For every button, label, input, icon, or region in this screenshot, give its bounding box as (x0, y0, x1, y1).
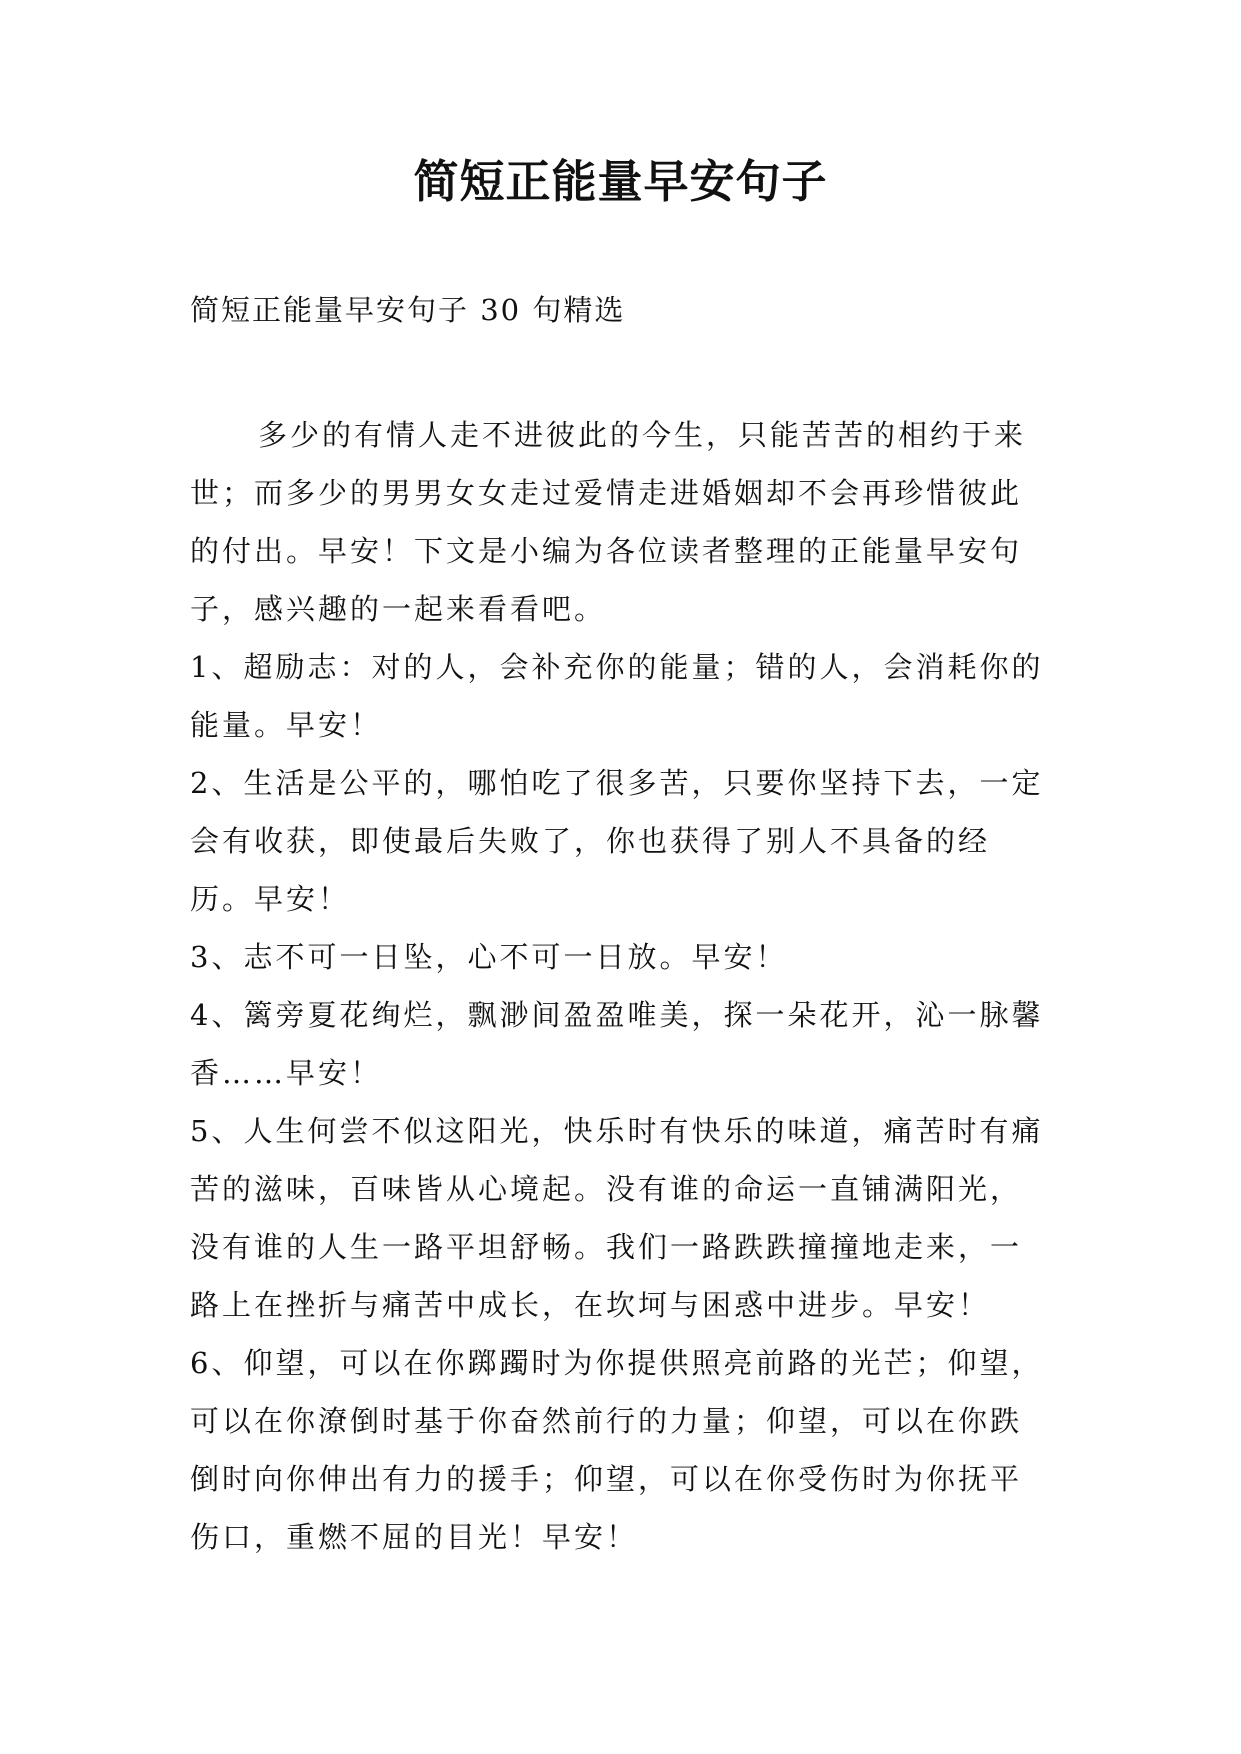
list-item: 5、人生何尝不似这阳光，快乐时有快乐的味道，痛苦时有痛苦的滋味，百味皆从心境起。没有谁的命运一直铺满阳光，没有谁的人生一路平坦舒畅。我们一路跌跌撞撞地走来，一路上在挫折与痛苦中成长，在坎坷与困惑中进步。早安！ (190, 1114, 1044, 1322)
document-body (190, 406, 1050, 1566)
list-item: 2、生活是公平的，哪怕吃了很多苦，只要你坚持下去，一定会有收获，即使最后失败了，你也获得了别人不具备的经历。早安！ (190, 766, 1044, 916)
document-subtitle: 简短正能量早安句子 30 句精选 (190, 293, 626, 327)
list-item: 3、志不可一日坠，心不可一日放。早安！ (190, 940, 788, 974)
document-title: 简短正能量早安句子 (413, 155, 828, 208)
list-item: 1、超励志：对的人，会补充你的能量；错的人，会消耗你的能量。早安！ (190, 650, 1044, 742)
intro-paragraph: 多少的有情人走不进彼此的今生，只能苦苦的相约于来世；而多少的男男女女走过爱情走进婚姻却不会再珍惜彼此的付出。早安！下文是小编为各位读者整理的正能量早安句子，感兴趣的一起来看看吧。 (190, 418, 1027, 626)
list-item: 6、仰望，可以在你踯躅时为你提供照亮前路的光芒；仰望，可以在你潦倒时基于你奋然前行的力量；仰望，可以在你跌倒时向你伸出有力的援手；仰望，可以在你受伤时为你抚平伤口，重燃不屈的目光！早安！ (190, 1346, 1044, 1554)
list-item: 4、篱旁夏花绚烂，飘渺间盈盈唯美，探一朵花开，沁一脉馨香……早安！ (190, 998, 1044, 1090)
